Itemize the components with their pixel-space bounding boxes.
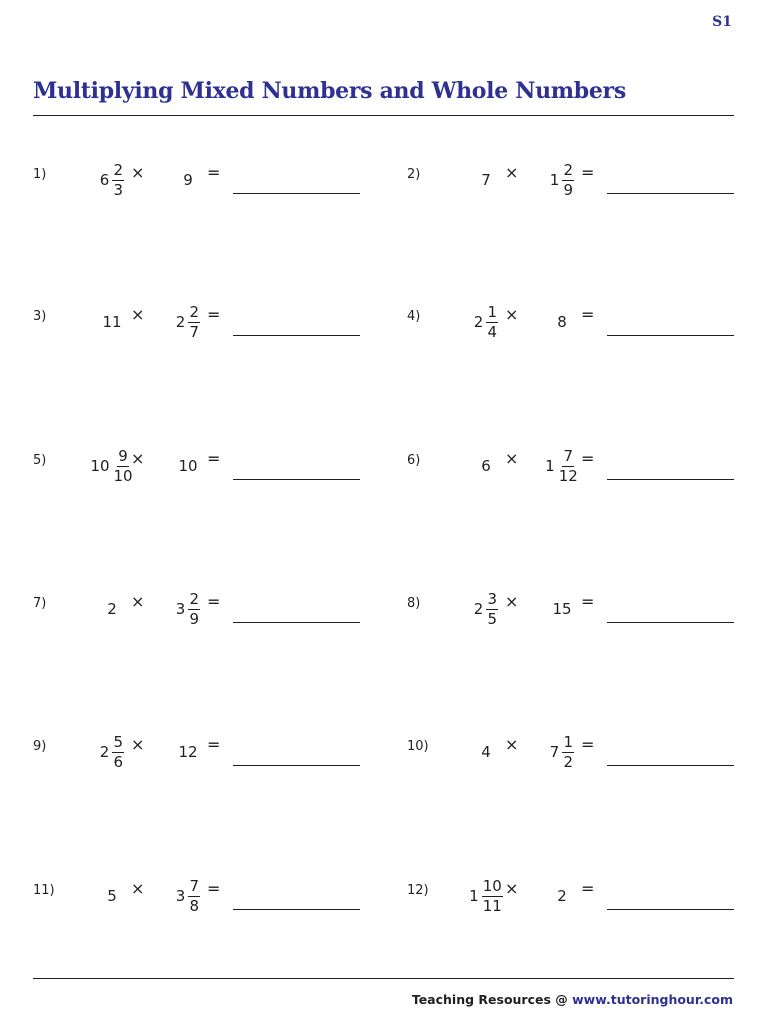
problem — [33, 150, 373, 210]
whole-part: 2 — [175, 313, 186, 331]
fraction — [558, 447, 579, 486]
answer-blank[interactable] — [233, 909, 360, 910]
numerator: 1 — [563, 732, 574, 751]
whole-part: 2 — [99, 743, 110, 761]
answer-blank[interactable] — [233, 765, 360, 766]
fraction — [188, 877, 200, 916]
problem-number: 1) — [33, 167, 47, 182]
problem — [33, 436, 373, 496]
denominator: 6 — [113, 752, 124, 771]
denominator: 7 — [189, 322, 200, 341]
whole-number-value: 7 — [481, 171, 491, 189]
whole-number-value: 15 — [552, 600, 572, 618]
mixed-number-value — [100, 161, 125, 200]
answer-blank[interactable] — [607, 193, 734, 194]
equals-sign: = — [581, 879, 595, 898]
numerator: 3 — [487, 589, 498, 608]
whole-number-value: 8 — [557, 313, 567, 331]
whole-number-value: 2 — [557, 887, 567, 905]
whole-part: 1 — [469, 887, 479, 905]
multiply-sign: × — [505, 163, 519, 182]
footer — [412, 992, 733, 1007]
footer-site-link[interactable]: www.tutoringhour.com — [572, 992, 733, 1007]
answer-blank[interactable] — [233, 193, 360, 194]
problem-number: 4) — [407, 309, 421, 324]
fraction — [188, 590, 200, 629]
mixed-number-value — [550, 733, 575, 772]
problem-number: 3) — [33, 309, 47, 324]
whole-number-value: 5 — [107, 887, 117, 905]
mixed-number-value — [550, 161, 575, 200]
denominator: 5 — [487, 609, 498, 628]
whole-part: 2 — [473, 600, 484, 618]
numerator: 7 — [563, 446, 574, 465]
numerator: 1 — [487, 302, 498, 321]
problem — [33, 866, 373, 926]
numerator: 5 — [113, 732, 124, 751]
mixed-number-value — [176, 590, 201, 629]
denominator: 9 — [563, 180, 574, 199]
equals-sign: = — [207, 735, 221, 754]
problem-number: 9) — [33, 739, 47, 754]
mixed-number-value — [474, 590, 499, 629]
problem-number: 5) — [33, 453, 47, 468]
denominator: 11 — [482, 896, 502, 915]
whole-number-value: 4 — [481, 743, 491, 761]
problem-number: 11) — [33, 883, 55, 898]
whole-part: 3 — [175, 600, 186, 618]
equals-sign: = — [207, 449, 221, 468]
whole-number-value: 10 — [178, 457, 198, 475]
problem — [407, 722, 747, 782]
answer-blank[interactable] — [233, 622, 360, 623]
whole-part: 10 — [90, 457, 110, 475]
numerator: 2 — [189, 302, 200, 321]
multiply-sign: × — [131, 163, 145, 182]
denominator: 4 — [487, 322, 498, 341]
fraction — [562, 733, 574, 772]
denominator: 2 — [563, 752, 574, 771]
denominator: 8 — [189, 896, 200, 915]
equals-sign: = — [581, 592, 595, 611]
fraction — [112, 161, 124, 200]
answer-blank[interactable] — [607, 765, 734, 766]
whole-part: 1 — [545, 457, 555, 475]
answer-blank[interactable] — [233, 479, 360, 480]
problem — [33, 292, 373, 352]
footer-prefix: Teaching Resources @ — [411, 992, 573, 1007]
denominator: 3 — [113, 180, 124, 199]
numerator: 2 — [563, 160, 574, 179]
mixed-number-value — [100, 733, 125, 772]
multiply-sign: × — [131, 879, 145, 898]
answer-blank[interactable] — [233, 335, 360, 336]
problem-number: 10) — [407, 739, 429, 754]
equals-sign: = — [581, 735, 595, 754]
equals-sign: = — [207, 592, 221, 611]
set-code: S1 — [712, 14, 732, 30]
fraction — [486, 303, 498, 342]
denominator: 9 — [189, 609, 200, 628]
equals-sign: = — [581, 163, 595, 182]
problem — [407, 579, 747, 639]
equals-sign: = — [581, 305, 595, 324]
numerator: 10 — [482, 876, 502, 895]
mixed-number-value — [176, 877, 201, 916]
equals-sign: = — [207, 163, 221, 182]
multiply-sign: × — [131, 449, 145, 468]
multiply-sign: × — [505, 592, 519, 611]
whole-number-value: 6 — [481, 457, 491, 475]
answer-blank[interactable] — [607, 909, 734, 910]
multiply-sign: × — [131, 305, 145, 324]
problem-number: 2) — [407, 167, 421, 182]
multiply-sign: × — [505, 879, 519, 898]
answer-blank[interactable] — [607, 622, 734, 623]
problem — [407, 866, 747, 926]
numerator: 7 — [189, 876, 200, 895]
mixed-number-value — [545, 447, 579, 486]
multiply-sign: × — [131, 735, 145, 754]
fraction — [112, 733, 124, 772]
equals-sign: = — [581, 449, 595, 468]
fraction — [486, 590, 498, 629]
multiply-sign: × — [505, 735, 519, 754]
problem-number: 8) — [407, 596, 421, 611]
problem — [407, 436, 747, 496]
fraction — [562, 161, 574, 200]
multiply-sign: × — [505, 305, 519, 324]
problem — [407, 150, 747, 210]
mixed-number-value — [474, 303, 499, 342]
mixed-number-value — [469, 877, 503, 916]
whole-part: 2 — [473, 313, 484, 331]
problem-number: 6) — [407, 453, 421, 468]
whole-part: 3 — [175, 887, 186, 905]
numerator: 2 — [113, 160, 124, 179]
problem-number: 12) — [407, 883, 429, 898]
multiply-sign: × — [505, 449, 519, 468]
multiply-sign: × — [131, 592, 145, 611]
problem — [33, 722, 373, 782]
problem — [407, 292, 747, 352]
equals-sign: = — [207, 879, 221, 898]
whole-part: 7 — [549, 743, 560, 761]
fraction — [482, 877, 503, 916]
whole-number-value: 11 — [102, 313, 122, 331]
worksheet-title: Multiplying Mixed Numbers and Whole Numbers — [33, 78, 626, 104]
problem — [33, 579, 373, 639]
whole-number-value: 9 — [183, 171, 193, 189]
mixed-number-value — [90, 447, 133, 486]
whole-number-value: 12 — [178, 743, 198, 761]
fraction — [188, 303, 200, 342]
denominator: 12 — [558, 466, 578, 485]
whole-part: 1 — [549, 171, 560, 189]
whole-number-value: 2 — [107, 600, 117, 618]
whole-part: 6 — [99, 171, 110, 189]
numerator: 2 — [189, 589, 200, 608]
answer-blank[interactable] — [607, 479, 734, 480]
numerator: 9 — [118, 446, 128, 465]
footer-divider — [33, 978, 734, 979]
denominator: 10 — [113, 466, 133, 485]
equals-sign: = — [207, 305, 221, 324]
problem-number: 7) — [33, 596, 47, 611]
answer-blank[interactable] — [607, 335, 734, 336]
mixed-number-value — [176, 303, 201, 342]
